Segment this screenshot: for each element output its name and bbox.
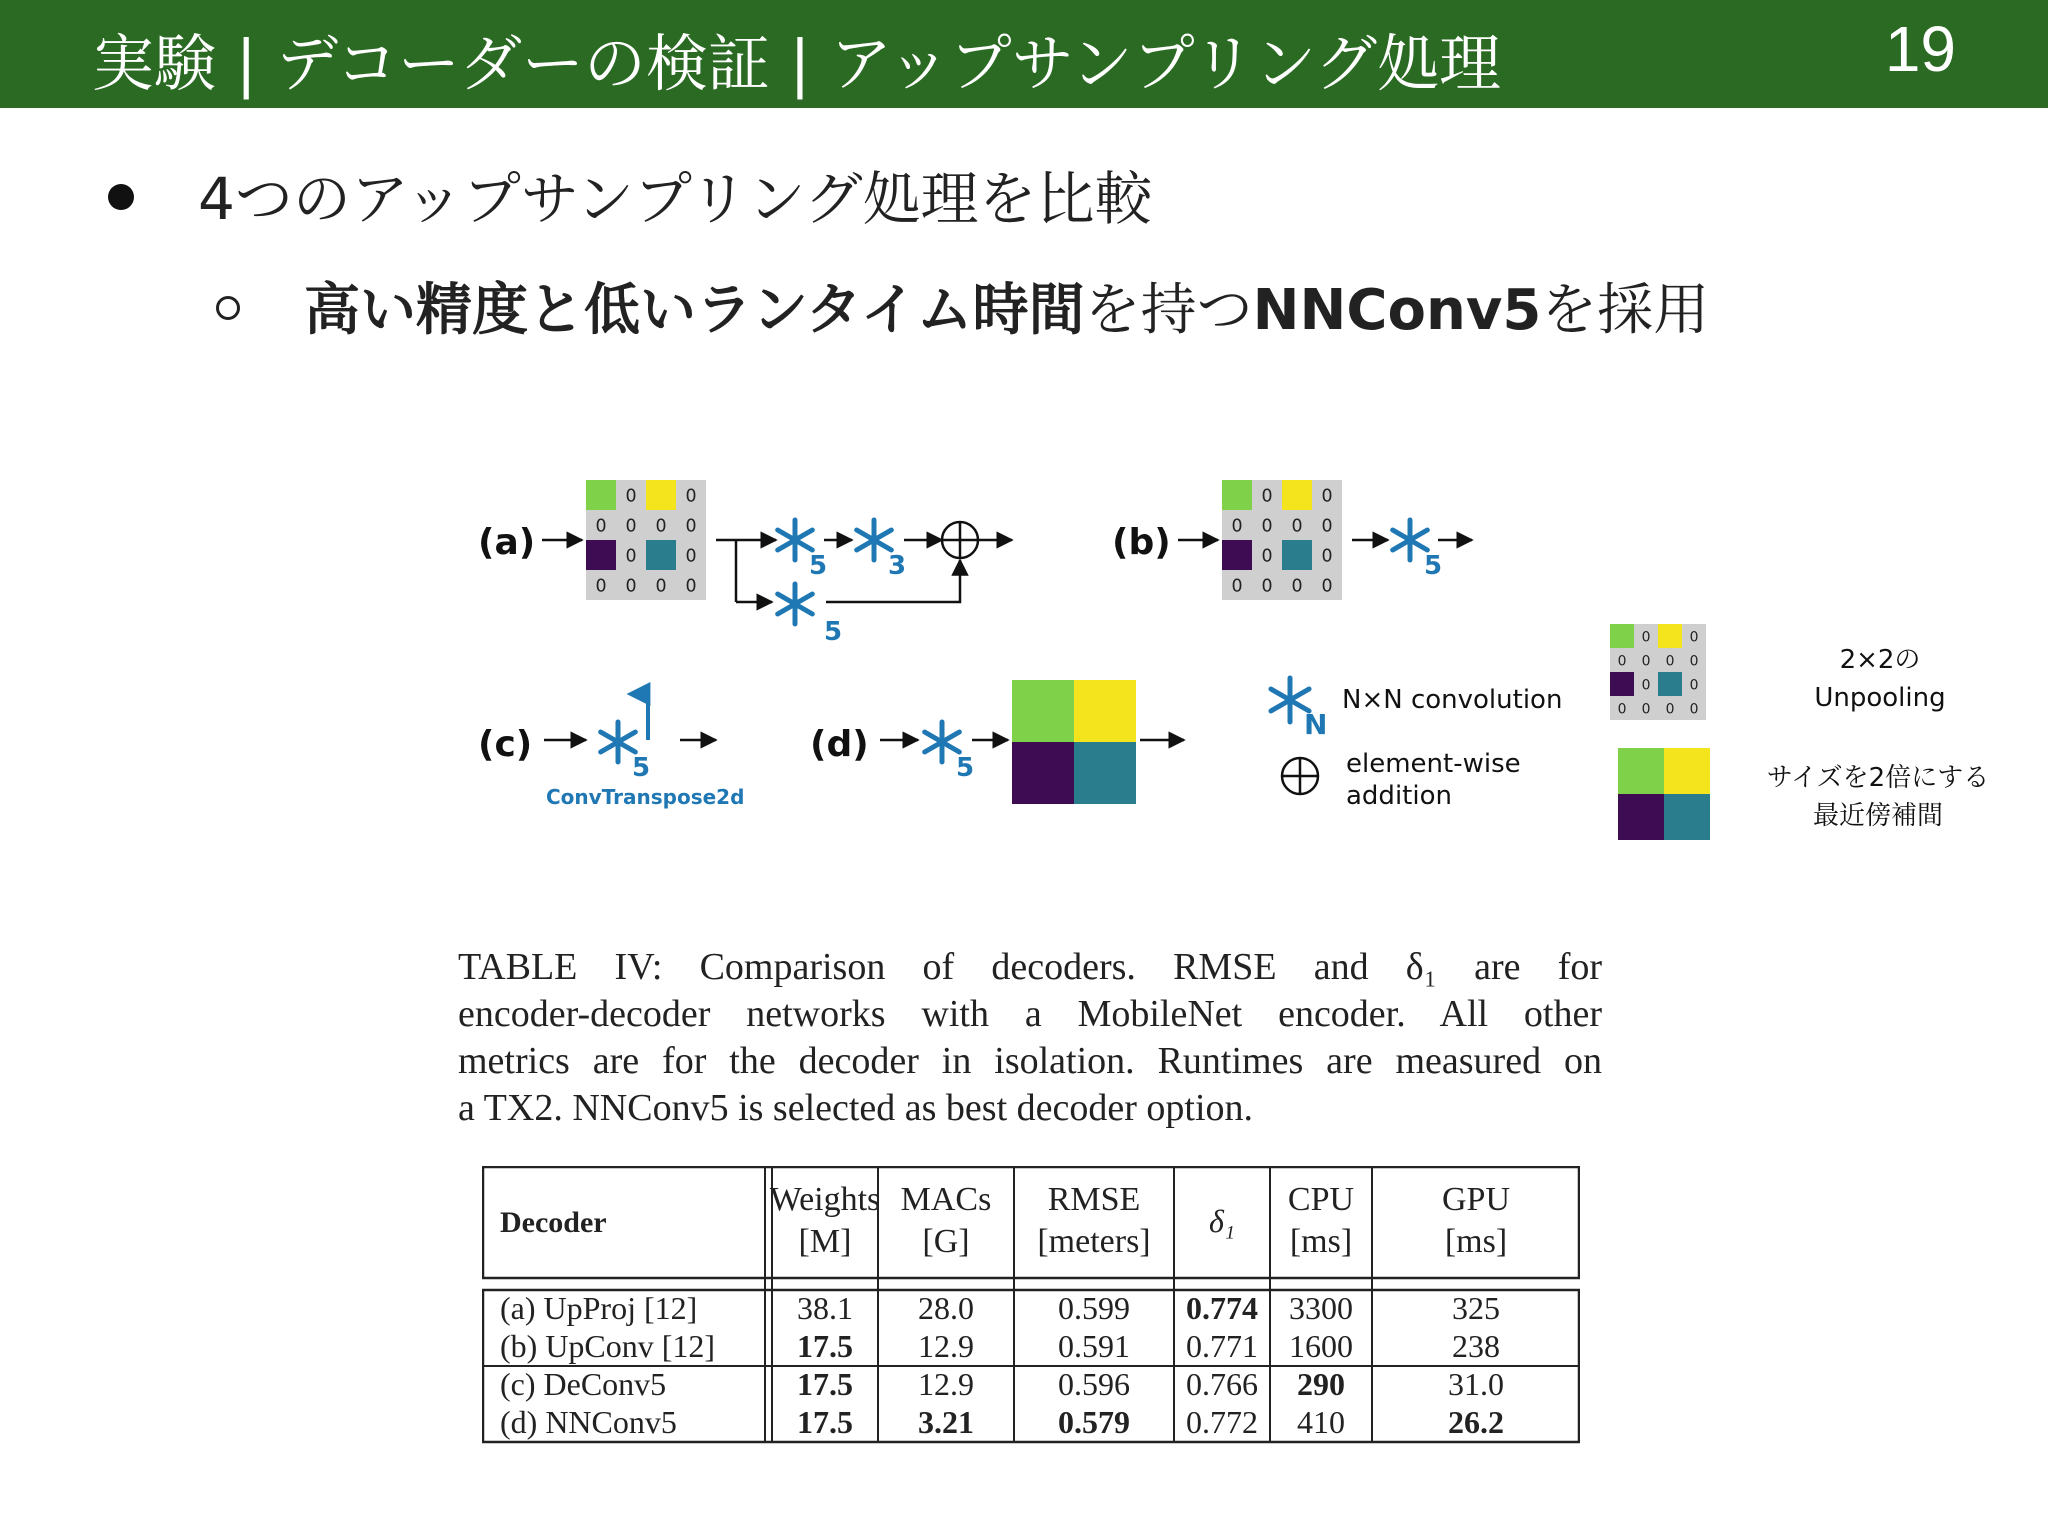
legend-unpool-grid-zero: 0 bbox=[1641, 629, 1651, 646]
legend-unpool-grid-zero: 0 bbox=[1689, 653, 1699, 670]
grid-d-cell-yellow bbox=[1074, 680, 1136, 742]
grid-b-zero: 0 bbox=[1291, 516, 1303, 537]
legend-nn-grid-cell-green bbox=[1618, 748, 1664, 794]
grid-a-zero: 0 bbox=[595, 576, 607, 597]
grid-a-zero: 0 bbox=[685, 486, 697, 507]
table-cell: 3.21 bbox=[918, 1403, 974, 1440]
legend-nn-text-1: サイズを2倍にする bbox=[1766, 763, 1990, 793]
caption-line-1: TABLE IV: Comparison of decoders. RMSE and δ₁ are for bbox=[458, 946, 1602, 988]
grid-b-cell bbox=[1282, 540, 1312, 570]
table-cell: 0.766 bbox=[1186, 1365, 1258, 1402]
grid-b-cell bbox=[1222, 480, 1252, 510]
bullet-level2-bold1: 高い精度と低いランタイム時間 bbox=[304, 278, 1085, 343]
grid-b-zero: 0 bbox=[1261, 546, 1273, 567]
legend-unpool-grid-zero: 0 bbox=[1641, 677, 1651, 694]
conv-d-5-kernel-label: 5 bbox=[956, 753, 975, 783]
grid-a-zero: 0 bbox=[625, 546, 637, 567]
legend-unpool-grid-zero: 0 bbox=[1665, 701, 1675, 718]
table-header-1-line1: Weights bbox=[769, 1181, 881, 1218]
table-cell: 0.771 bbox=[1186, 1327, 1258, 1364]
caption-line-3: metrics are for the decoder in isolation. Runtimes are measured on bbox=[458, 1040, 1602, 1082]
table-header-3-line1: RMSE bbox=[1047, 1181, 1141, 1218]
grid-a-zero: 0 bbox=[685, 576, 697, 597]
grid-b-zero: 0 bbox=[1321, 486, 1333, 507]
grid-d-cell-teal bbox=[1074, 742, 1136, 804]
table-cell: 1600 bbox=[1289, 1327, 1353, 1364]
conv-a-5-kernel-label: 5 bbox=[809, 551, 828, 581]
legend-unpool-grid-zero: 0 bbox=[1665, 653, 1675, 670]
table-header-frame bbox=[483, 1167, 1579, 1278]
table-cell: 0.599 bbox=[1058, 1289, 1130, 1326]
legend-unpool-grid-zero: 0 bbox=[1617, 701, 1627, 718]
legend-unpool-grid-zero: 0 bbox=[1689, 629, 1699, 646]
table-header-1-line2: [M] bbox=[798, 1223, 852, 1260]
legend-add-text-1: element-wise bbox=[1346, 749, 1521, 779]
legend-nn-text-2: 最近傍補間 bbox=[1812, 801, 1944, 831]
table-header-5-line2: [ms] bbox=[1289, 1223, 1353, 1260]
table-cell: 3300 bbox=[1289, 1289, 1353, 1326]
legend-unpool-grid-cell bbox=[1610, 624, 1634, 648]
table-header-4: δ₁ bbox=[1209, 1203, 1235, 1239]
legend-unpool-grid-cell bbox=[1658, 624, 1682, 648]
table-cell: 0.772 bbox=[1186, 1403, 1258, 1440]
bullet-level1-text: 4つのアップサンプリング処理を比較 bbox=[198, 165, 1153, 233]
table-cell: (a) UpProj [12] bbox=[500, 1289, 698, 1326]
table-cell: 0.591 bbox=[1058, 1327, 1130, 1364]
grid-b-zero: 0 bbox=[1261, 576, 1273, 597]
legend-conv-text: N×N convolution bbox=[1342, 685, 1563, 715]
table-header-2-line1: MACs bbox=[900, 1181, 992, 1218]
table-cell: 17.5 bbox=[797, 1327, 853, 1364]
grid-b-cell bbox=[1282, 480, 1312, 510]
legend-unpool-text-1: 2×2の bbox=[1839, 645, 1921, 675]
table-cell: 238 bbox=[1452, 1327, 1500, 1364]
table-cell: 38.1 bbox=[797, 1289, 853, 1326]
caption-line-4: a TX2. NNConv5 is selected as best decoder option. bbox=[458, 1087, 1254, 1129]
table-cell: 31.0 bbox=[1448, 1365, 1504, 1402]
grid-b-zero: 0 bbox=[1321, 546, 1333, 567]
table-cell: 12.9 bbox=[918, 1327, 974, 1364]
legend-nn-grid-cell-purple bbox=[1618, 794, 1664, 840]
bullet-level2-bold2: NNConv5 bbox=[1252, 278, 1542, 343]
table-cell: 0.579 bbox=[1058, 1403, 1130, 1440]
table-svg bbox=[482, 1166, 1580, 1446]
grid-a-cell bbox=[646, 480, 676, 510]
label-a: (a) bbox=[478, 522, 536, 563]
legend-nn-grid-cell-yellow bbox=[1664, 748, 1710, 794]
decoder-comparison-table bbox=[482, 1166, 1580, 1446]
table-cell: 325 bbox=[1452, 1289, 1500, 1326]
legend-unpool-grid-cell bbox=[1658, 672, 1682, 696]
grid-b-zero: 0 bbox=[1291, 576, 1303, 597]
table-cell: (b) UpConv [12] bbox=[500, 1327, 716, 1364]
table-cell: 290 bbox=[1297, 1365, 1345, 1402]
grid-a-zero: 0 bbox=[625, 576, 637, 597]
table-cell: 410 bbox=[1297, 1403, 1345, 1440]
grid-a-zero: 0 bbox=[595, 516, 607, 537]
convtranspose-label: ConvTranspose2d bbox=[546, 785, 745, 809]
grid-a-zero: 0 bbox=[685, 516, 697, 537]
label-b: (b) bbox=[1112, 522, 1171, 563]
label-c: (c) bbox=[478, 724, 533, 765]
grid-b-zero: 0 bbox=[1231, 516, 1243, 537]
slide-title: 実験 | デコーダーの検証 | アップサンプリング処理 bbox=[92, 27, 1501, 100]
grid-a-zero: 0 bbox=[655, 516, 667, 537]
table-cell: 12.9 bbox=[918, 1365, 974, 1402]
page-number: 19 bbox=[1884, 13, 1956, 85]
table-header-0: Decoder bbox=[500, 1206, 607, 1239]
legend-unpool-grid-zero: 0 bbox=[1641, 653, 1651, 670]
table-cell: 0.596 bbox=[1058, 1365, 1130, 1402]
table-header-3-line2: [meters] bbox=[1037, 1223, 1151, 1260]
legend-conv-kernel-label: N bbox=[1304, 708, 1328, 741]
grid-b-zero: 0 bbox=[1321, 576, 1333, 597]
caption-line-2: encoder-decoder networks with a MobileNet encoder. All other bbox=[458, 993, 1602, 1035]
table-header-6-line1: GPU bbox=[1441, 1181, 1511, 1218]
conv-c-5-kernel-label: 5 bbox=[632, 753, 651, 783]
bullet-level2-plain1: を持つ bbox=[1084, 278, 1253, 343]
legend-unpool-grid-cell bbox=[1610, 672, 1634, 696]
grid-a-zero: 0 bbox=[685, 546, 697, 567]
table-cell: (c) DeConv5 bbox=[500, 1365, 667, 1402]
grid-a-cell bbox=[646, 540, 676, 570]
grid-b-zero: 0 bbox=[1261, 486, 1273, 507]
grid-a-zero: 0 bbox=[655, 576, 667, 597]
grid-a-cell bbox=[586, 540, 616, 570]
legend-unpool-grid-zero: 0 bbox=[1617, 653, 1627, 670]
bullet-level2-plain2: を採用 bbox=[1541, 278, 1710, 343]
grid-d-cell-green bbox=[1012, 680, 1074, 742]
legend-add-text-2: addition bbox=[1346, 781, 1452, 811]
table-cell: 17.5 bbox=[797, 1403, 853, 1440]
table-header-6-line2: [ms] bbox=[1444, 1223, 1508, 1260]
legend-unpool-grid-zero: 0 bbox=[1641, 701, 1651, 718]
table-cell: 17.5 bbox=[797, 1365, 853, 1402]
table-cell: (d) NNConv5 bbox=[500, 1403, 677, 1440]
table-cell: 28.0 bbox=[918, 1289, 974, 1326]
grid-a-zero: 0 bbox=[625, 486, 637, 507]
grid-a-cell bbox=[586, 480, 616, 510]
grid-b-zero: 0 bbox=[1321, 516, 1333, 537]
grid-b-cell bbox=[1222, 540, 1252, 570]
table-header-5-line1: CPU bbox=[1287, 1181, 1355, 1218]
conv-a-branch-kernel-label: 5 bbox=[824, 617, 843, 647]
table-caption bbox=[458, 944, 1602, 1132]
conv-b-5-kernel-label: 5 bbox=[1424, 551, 1443, 581]
legend-unpool-grid-zero: 0 bbox=[1689, 677, 1699, 694]
table-cell: 26.2 bbox=[1448, 1403, 1504, 1440]
table-header-2-line2: [G] bbox=[922, 1223, 970, 1260]
legend-nn-grid-cell-teal bbox=[1664, 794, 1710, 840]
table-cell: 0.774 bbox=[1186, 1289, 1258, 1326]
label-d: (d) bbox=[810, 724, 869, 765]
grid-b-zero: 0 bbox=[1231, 576, 1243, 597]
grid-a-zero: 0 bbox=[625, 516, 637, 537]
grid-b-zero: 0 bbox=[1261, 516, 1273, 537]
legend-unpool-text-2: Unpooling bbox=[1814, 683, 1946, 713]
legend-unpool-grid-zero: 0 bbox=[1689, 701, 1699, 718]
grid-d-cell-purple bbox=[1012, 742, 1074, 804]
conv-a-3-kernel-label: 3 bbox=[888, 551, 907, 581]
